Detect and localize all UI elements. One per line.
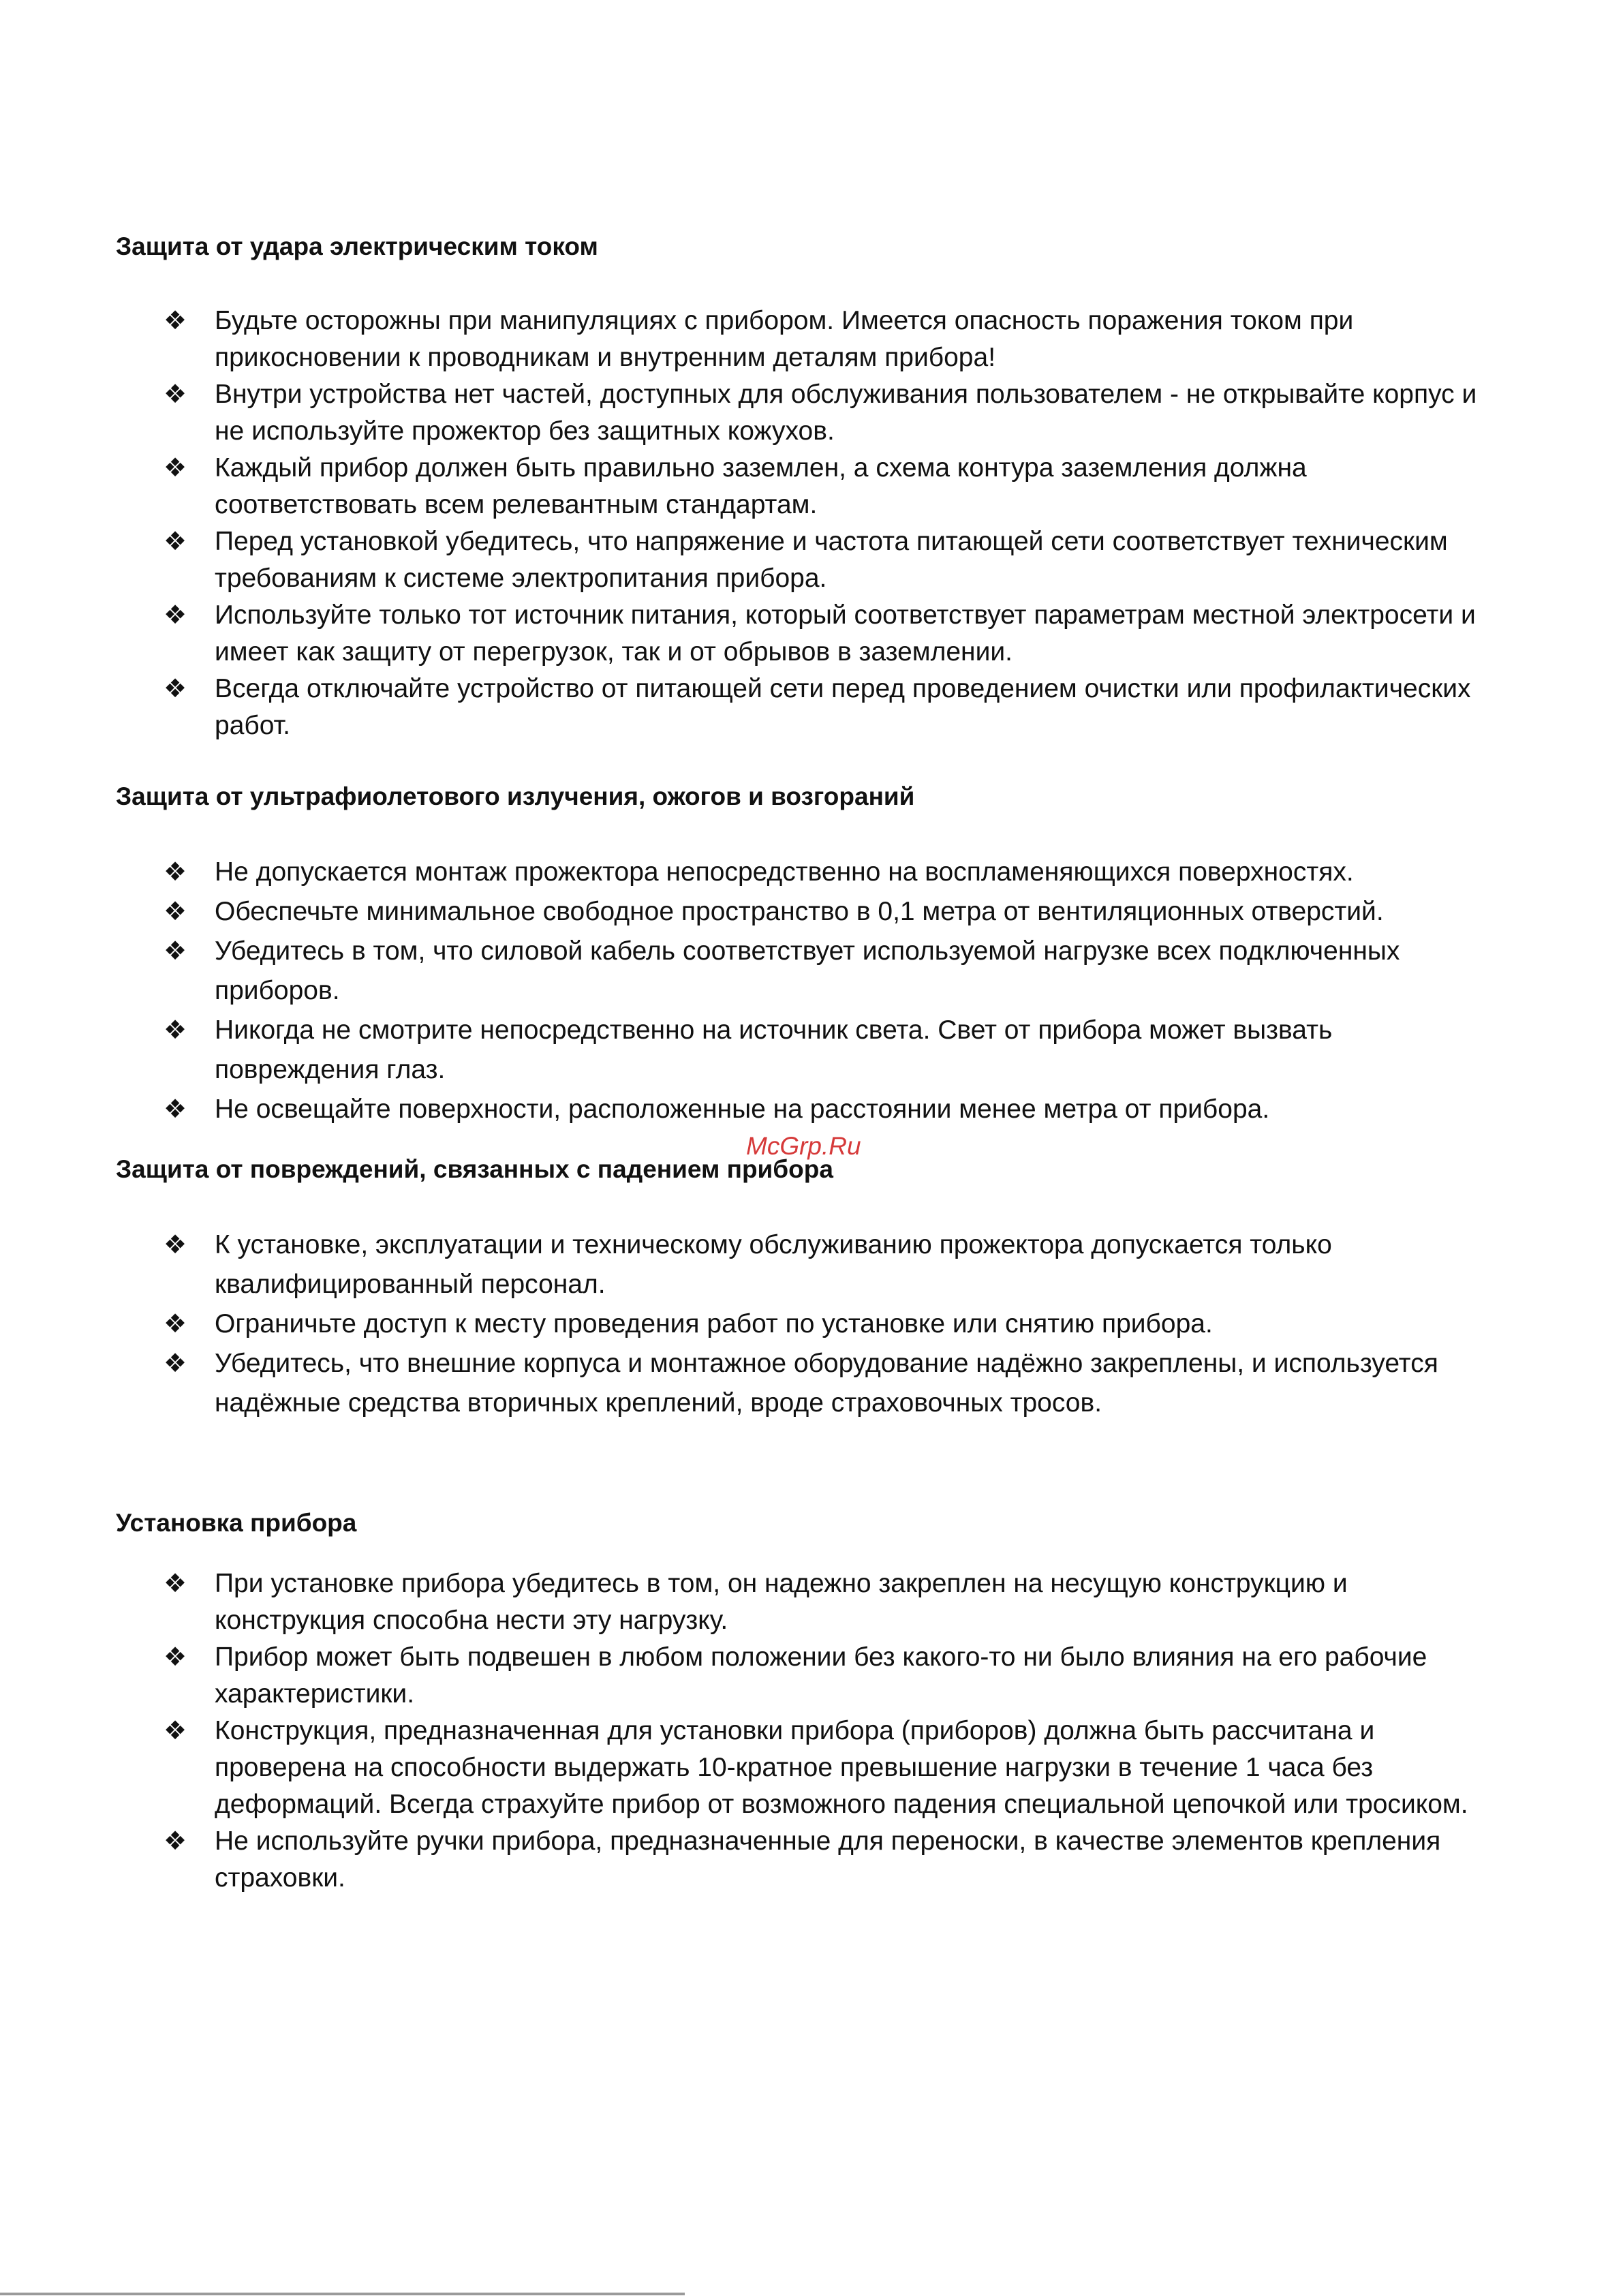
bullet-list — [116, 1565, 1499, 1897]
list-item-text: Используйте только тот источник питания, который соответствует параметрам местной электросети и имеет как защиту от перегрузок, так и от обрывов в заземлении. — [215, 600, 1476, 667]
list-item — [116, 1304, 1499, 1344]
section-falling-damage — [116, 1152, 1499, 1423]
list-item-text: Перед установкой убедитесь, что напряжение и частота питающей сети соответствует техническим требованиям к системе электропитания прибора. — [215, 527, 1448, 593]
list-item-text: Убедитесь, что внешние корпуса и монтажное оборудование надёжно закреплены, и используется надёжные средства вторичных креплений, вроде страховочных тросов. — [215, 1349, 1438, 1418]
diamond-bullet-icon: ❖ — [164, 1016, 187, 1045]
list-item-text: Не освещайте поверхности, расположенные на расстоянии менее метра от прибора. — [215, 1095, 1270, 1124]
list-item — [116, 1565, 1499, 1639]
list-item — [116, 892, 1499, 932]
list-item-text: При установке прибора убедитесь в том, он надежно закреплен на несущую конструкцию и конструкция способна нести эту нагрузку. — [215, 1569, 1348, 1635]
list-item-text: Не используйте ручки прибора, предназначенные для переноски, в качестве элементов крепления страховки. — [215, 1826, 1441, 1893]
list-item — [116, 303, 1499, 376]
list-item — [116, 376, 1499, 450]
diamond-bullet-icon: ❖ — [164, 1570, 187, 1598]
diamond-bullet-icon: ❖ — [164, 898, 187, 926]
section-title: Защита от ультрафиолетового излучения, ожогов и возгораний — [116, 782, 915, 810]
watermark: McGrp.Ru — [746, 1132, 861, 1160]
diamond-bullet-icon: ❖ — [164, 527, 187, 556]
section-installation — [116, 1505, 1499, 1897]
diamond-bullet-icon: ❖ — [164, 1643, 187, 1672]
list-item-text: Ограничьте доступ к месту проведения работ по установке или снятию прибора. — [215, 1309, 1213, 1338]
list-item-text: Внутри устройства нет частей, доступных для обслуживания пользователем - не открывайте корпус и не используйте прожектор без защитных кожухов. — [215, 380, 1477, 446]
section-uv-burns-fire — [116, 779, 1499, 1129]
diamond-bullet-icon: ❖ — [164, 1827, 187, 1856]
list-item-text: Обеспечьте минимальное свободное пространство в 0,1 метра от вентиляционных отверстий. — [215, 897, 1384, 926]
diamond-bullet-icon: ❖ — [164, 380, 187, 409]
diamond-bullet-icon: ❖ — [164, 937, 187, 966]
list-item — [116, 1823, 1499, 1897]
list-item-text: Никогда не смотрите непосредственно на источник света. Свет от прибора может вызвать повреждения глаз. — [215, 1015, 1333, 1084]
list-item — [116, 853, 1499, 892]
list-item — [116, 671, 1499, 744]
list-item-text: Не допускается монтаж прожектора непосредственно на воспламеняющихся поверхностях. — [215, 857, 1354, 887]
diamond-bullet-icon: ❖ — [164, 454, 187, 483]
diamond-bullet-icon: ❖ — [164, 601, 187, 630]
list-item — [116, 932, 1499, 1011]
list-item — [116, 450, 1499, 523]
list-item-text: Конструкция, предназначенная для установки прибора (приборов) должна быть рассчитана и проверена на способности выдержать 10-кратное превышение нагрузки в течение 1 часа без деформаций. Всегда страхуйте прибор от возможного падения специальной цепочкой или тросиком. — [215, 1716, 1468, 1819]
diamond-bullet-icon: ❖ — [164, 858, 187, 887]
section-title: Защита от удара электрическим током — [116, 232, 598, 260]
section-title: Защита от повреждений, связанных с падением прибора — [116, 1155, 833, 1183]
list-item — [116, 1011, 1499, 1090]
bullet-list — [116, 1225, 1499, 1423]
diamond-bullet-icon: ❖ — [164, 1310, 187, 1338]
diamond-bullet-icon: ❖ — [164, 1231, 187, 1259]
section-electric-shock — [116, 229, 1499, 744]
list-item — [116, 1225, 1499, 1304]
diamond-bullet-icon: ❖ — [164, 1349, 187, 1378]
list-item-text: Каждый прибор должен быть правильно заземлен, а схема контура заземления должна соответствовать всем релевантным стандартам. — [215, 453, 1307, 519]
section-title: Установка прибора — [116, 1509, 357, 1537]
list-item — [116, 1713, 1499, 1823]
list-item-text: Прибор может быть подвешен в любом положении без какого-то ни было влияния на его рабочие характеристики. — [215, 1642, 1427, 1709]
footer-divider — [0, 2293, 685, 2295]
bullet-list — [116, 303, 1499, 744]
list-item-text: К установке, эксплуатации и техническому обслуживанию прожектора допускается только квалифицированный персонал. — [215, 1230, 1332, 1299]
list-item-text: Убедитесь в том, что силовой кабель соответствует используемой нагрузке всех подключенных приборов. — [215, 936, 1400, 1005]
list-item-text: Всегда отключайте устройство от питающей сети перед проведением очистки или профилактических работ. — [215, 674, 1471, 740]
diamond-bullet-icon: ❖ — [164, 1717, 187, 1745]
list-item — [116, 597, 1499, 671]
diamond-bullet-icon: ❖ — [164, 1095, 187, 1124]
list-item — [116, 1344, 1499, 1423]
list-item — [116, 523, 1499, 597]
list-item-text: Будьте осторожны при манипуляциях с прибором. Имеется опасность поражения током при прикосновении к проводникам и внутренним деталям прибора! — [215, 306, 1354, 372]
diamond-bullet-icon: ❖ — [164, 307, 187, 335]
diamond-bullet-icon: ❖ — [164, 675, 187, 703]
list-item — [116, 1639, 1499, 1713]
list-item — [116, 1090, 1499, 1129]
bullet-list — [116, 853, 1499, 1129]
